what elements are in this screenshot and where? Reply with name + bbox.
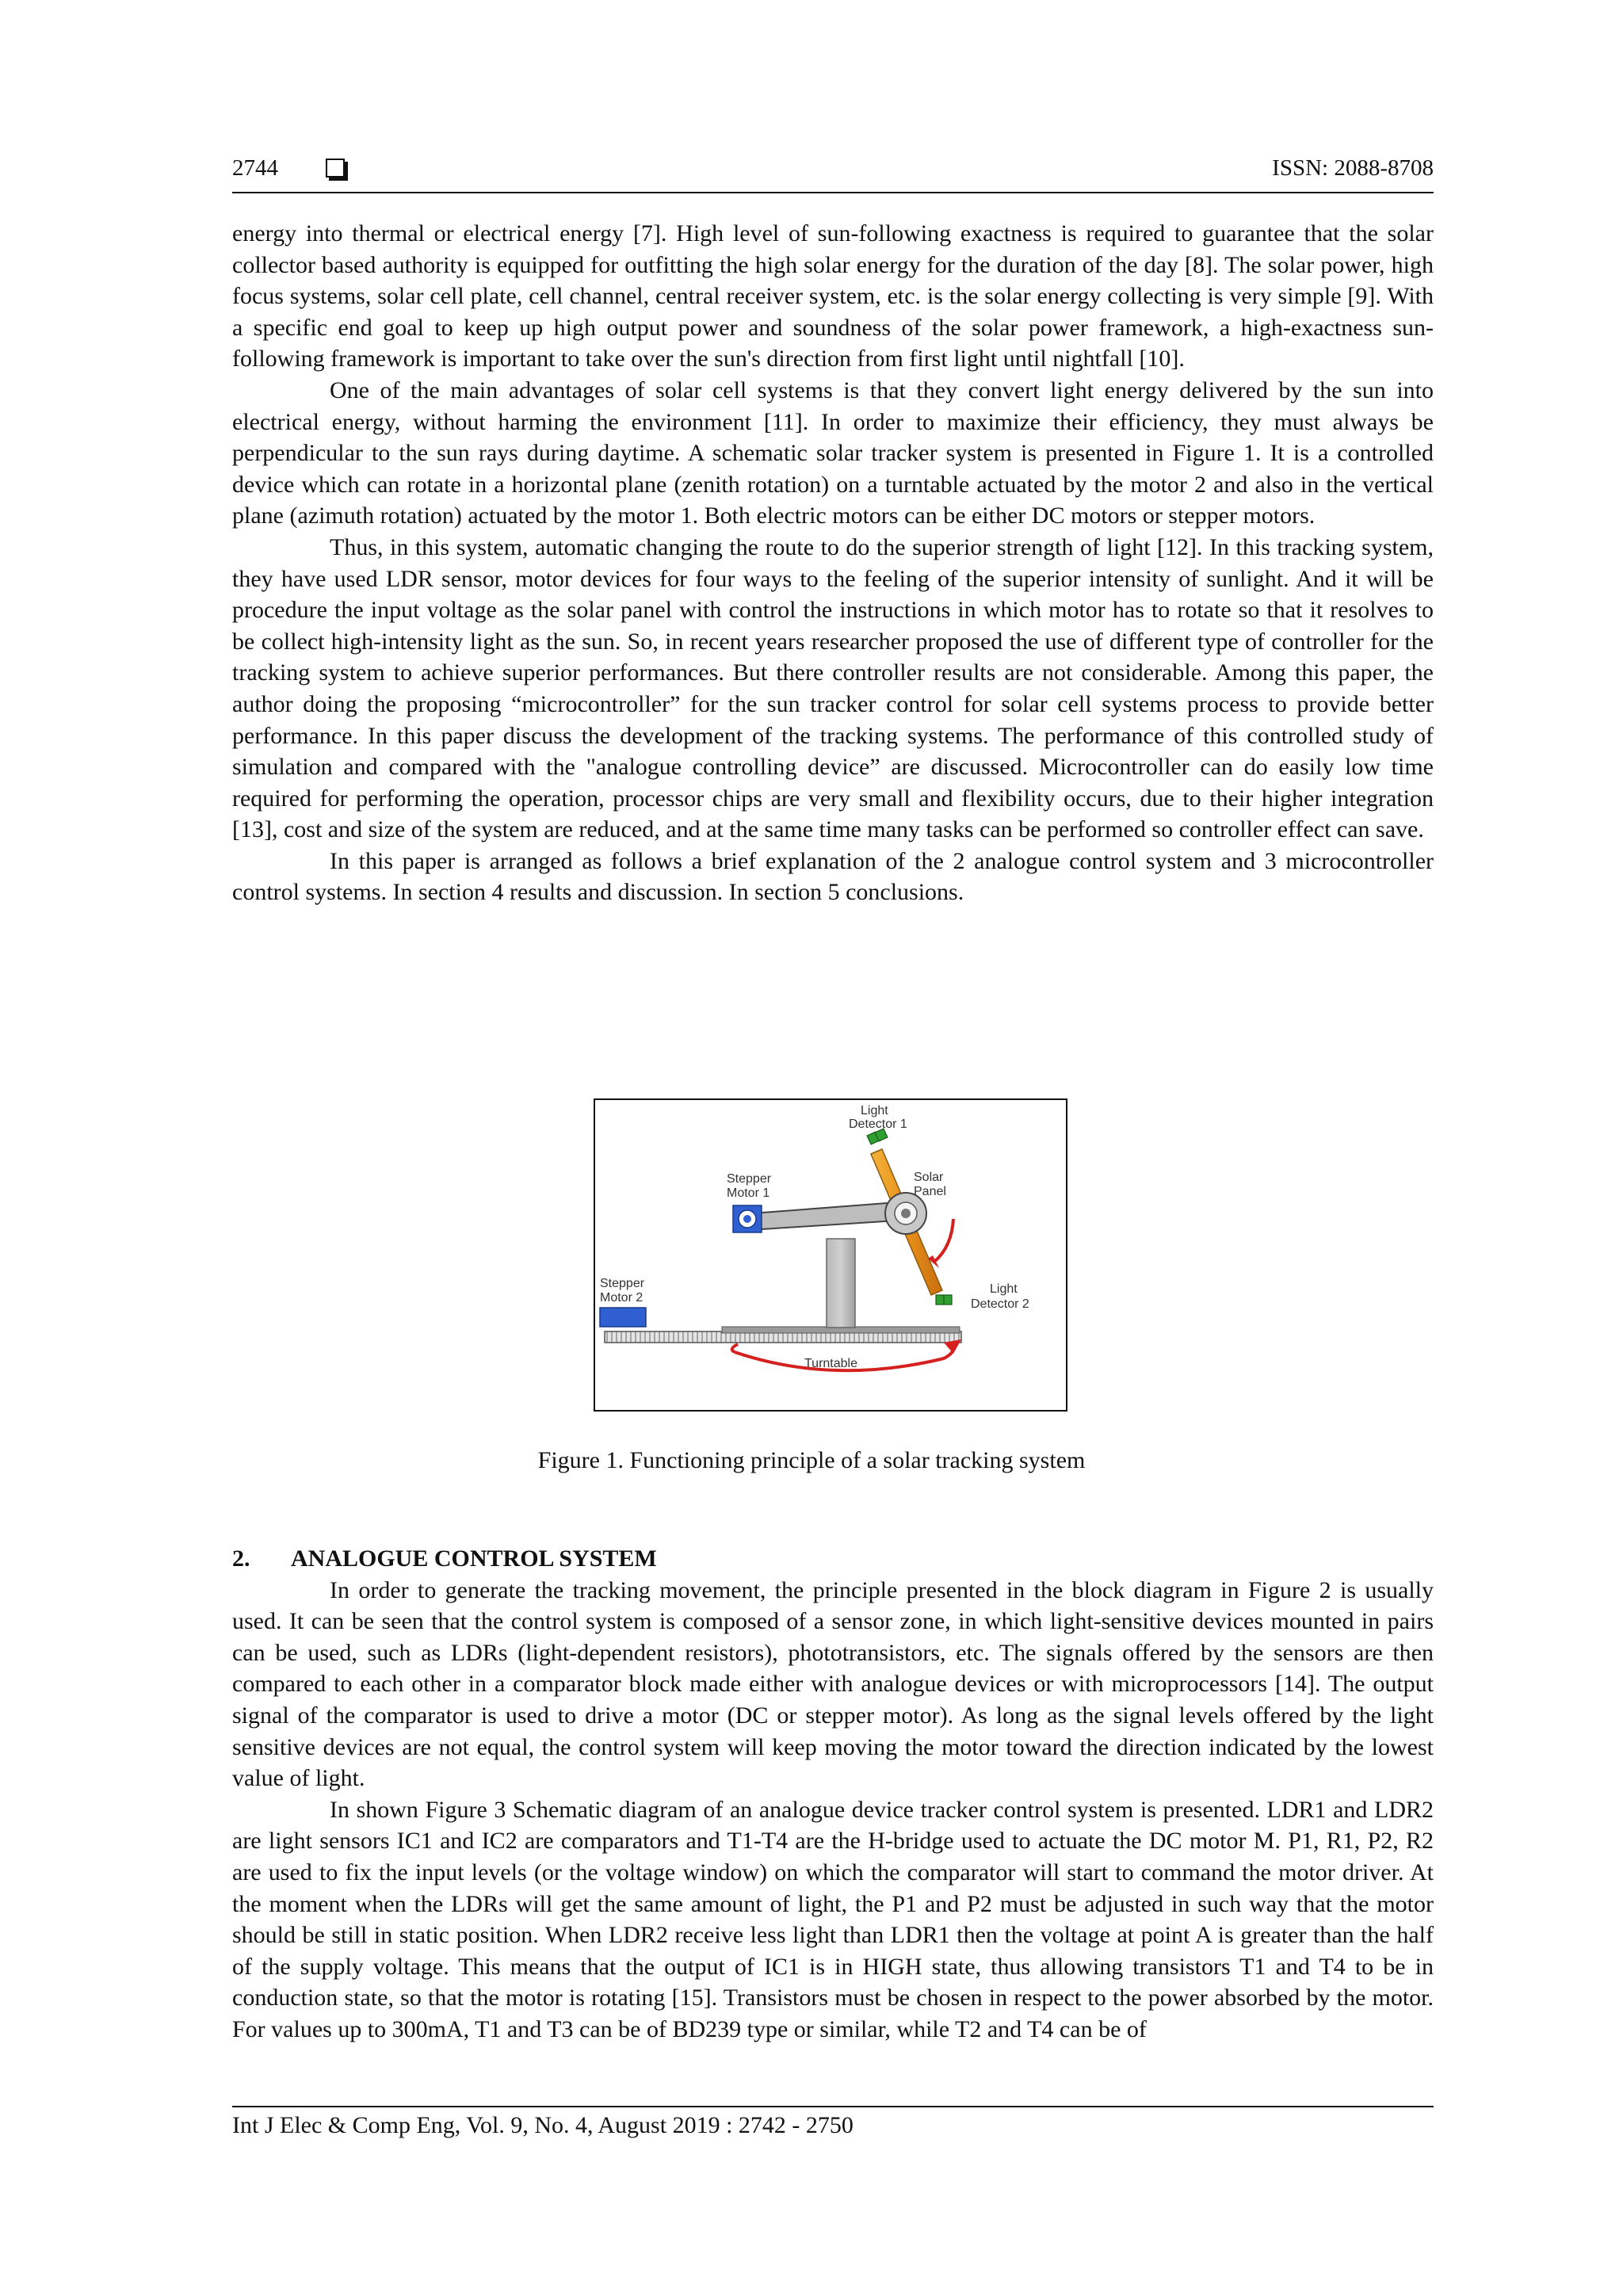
label-light-detector-1-a: Light bbox=[861, 1104, 888, 1117]
intro-text bbox=[232, 218, 1434, 908]
paragraph-4: In this paper is arranged as follows a brief explanation of the 2 analogue control system and 3 microcontroller control systems. In section 4 results and discussion. In section 5 conclusions. bbox=[232, 847, 1434, 906]
page-header bbox=[232, 155, 1434, 193]
stepper-motor-2 bbox=[600, 1308, 646, 1327]
section-paragraph-2: In shown Figure 3 Schematic diagram of an analogue device tracker control system is presented. LDR1 and LDR2 are light sensors IC1 and IC2 are comparators and T1-T4 are the H-bridge used to actuate the DC motor M. P1, R1, P2, R2 are used to fix the input levels (or the voltage window) on which the comparator will start to command the motor driver. At the moment when the LDRs will get the same amount of light, the P1 and P2 must be adjusted in such way that the motor should be still in static position. When LDR2 receive less light than LDR1 then the voltage at point A is greater than the half of the supply voltage. This means that the output of IC1 is in HIGH state, thus allowing transistors T1 and T4 to be in conduction state, so that the motor is rotating [15]. Transistors must be chosen in respect to the power absorbed by the motor. For values up to 300mA, T1 and T3 can be of BD239 type or similar, while T2 and T4 can be of bbox=[232, 1796, 1434, 2042]
label-solar-panel-b: Panel bbox=[914, 1185, 946, 1198]
label-stepper-motor-2-b: Motor 2 bbox=[600, 1291, 643, 1305]
label-solar-panel-a: Solar bbox=[914, 1171, 944, 1184]
section-paragraph-1: In order to generate the tracking movement, the principle presented in the block diagram in Figure 2 is usually used. It can be seen that the control system is composed of a sensor zone, in which light-sensitive devices mounted in pairs can be used, such as LDRs (light-dependent resistors), phototransistors, etc. The signals offered by the sensors are then compared to each other in a comparator block made either with analogue devices or with microprocessors [14]. The output signal of the comparator is used to drive a motor (DC or stepper motor). As long as the signal levels offered by the light sensitive devices are not equal, the control system will keep moving the motor toward the direction indicated by the lowest value of light. bbox=[232, 1576, 1434, 1792]
paragraph-3: Thus, in this system, automatic changing the route to do the superior strength of light [12]. In this tracking system, they have used LDR sensor, motor devices for four ways to the feeling of the superior intensity of sunlight. And it will be procedure the input voltage as the solar panel with control the instructions in which motor has to rotate so that it resolves to be collect high-intensity light as the sun. So, in recent years researcher proposed the use of different type of controller for the tracking system to achieve superior performances. But there controller results are not considerable. Among this paper, the author doing the proposing “microcontroller” for the sun tracker control for solar cell systems process to provide better performance. In this paper discuss the development of the tracking systems. The performance of this controlled study of simulation and compared with the "analogue controlling device” are discussed. Microcontroller can do easily low time required for performing the operation, processor chips are very small and flexibility occurs, due to their higher integration [13], cost and size of the system are reduced, and at the same time many tasks can be performed so controller effect can save. bbox=[232, 533, 1434, 843]
checkbox-square-icon bbox=[326, 159, 345, 178]
label-light-detector-1-b: Detector 1 bbox=[849, 1117, 907, 1131]
footer-citation: Int J Elec & Comp Eng, Vol. 9, No. 4, August 2019 : 2742 - 2750 bbox=[232, 2112, 854, 2138]
section-number: 2. bbox=[232, 1545, 250, 1572]
page-number: 2744 bbox=[232, 155, 278, 181]
figure-1 bbox=[594, 1098, 1067, 1412]
support-post bbox=[827, 1239, 855, 1328]
label-stepper-motor-1-b: Motor 1 bbox=[727, 1186, 770, 1200]
stepper-motor-1 bbox=[733, 1205, 762, 1232]
issn-label: ISSN: 2088-8708 bbox=[1272, 155, 1434, 181]
light-detector-1 bbox=[867, 1129, 888, 1144]
label-light-detector-2-b: Detector 2 bbox=[971, 1297, 1029, 1311]
paragraph-1: energy into thermal or electrical energy [7]. High level of sun-following exactness is required to guarantee that the solar collector based authority is equipped for outfitting the high solar energy for the duration of the day [8]. The solar power, high focus systems, solar cell plate, cell channel, central receiver system, etc. is the solar energy collecting is very simple [9]. With a specific end goal to keep up high output power and soundness of the solar power framework, a high-exactness sun-following framework is important to take over the sun's direction from first light until nightfall [10]. bbox=[232, 220, 1434, 372]
section-title: ANALOGUE CONTROL SYSTEM bbox=[291, 1545, 657, 1572]
label-stepper-motor-2-a: Stepper bbox=[600, 1277, 645, 1290]
label-turntable: Turntable bbox=[804, 1357, 857, 1370]
light-detector-2 bbox=[936, 1295, 952, 1305]
figure-caption: Figure 1. Functioning principle of a solar tracking system bbox=[537, 1447, 1086, 1473]
label-stepper-motor-1-a: Stepper bbox=[727, 1172, 772, 1186]
azimuth-rotation-arrow bbox=[934, 1219, 953, 1262]
section-2 bbox=[232, 1543, 1434, 2046]
label-light-detector-2-a: Light bbox=[990, 1282, 1018, 1296]
paragraph-2: One of the main advantages of solar cell systems is that they convert light energy delivered by the sun into electrical energy, without harming the environment [11]. In order to maximize their efficiency, they must always be perpendicular to the sun rays during daytime. A schematic solar tracker system is presented in Figure 1. It is a controlled device which can rotate in a horizontal plane (zenith rotation) on a turntable actuated by the motor 2 and also in the vertical plane (azimuth rotation) actuated by the motor 1. Both electric motors can be either DC motors or stepper motors. bbox=[232, 376, 1434, 529]
page-footer bbox=[232, 2106, 1434, 2139]
section-heading bbox=[232, 1543, 1434, 1575]
solar-tracker-diagram bbox=[595, 1100, 1065, 1409]
